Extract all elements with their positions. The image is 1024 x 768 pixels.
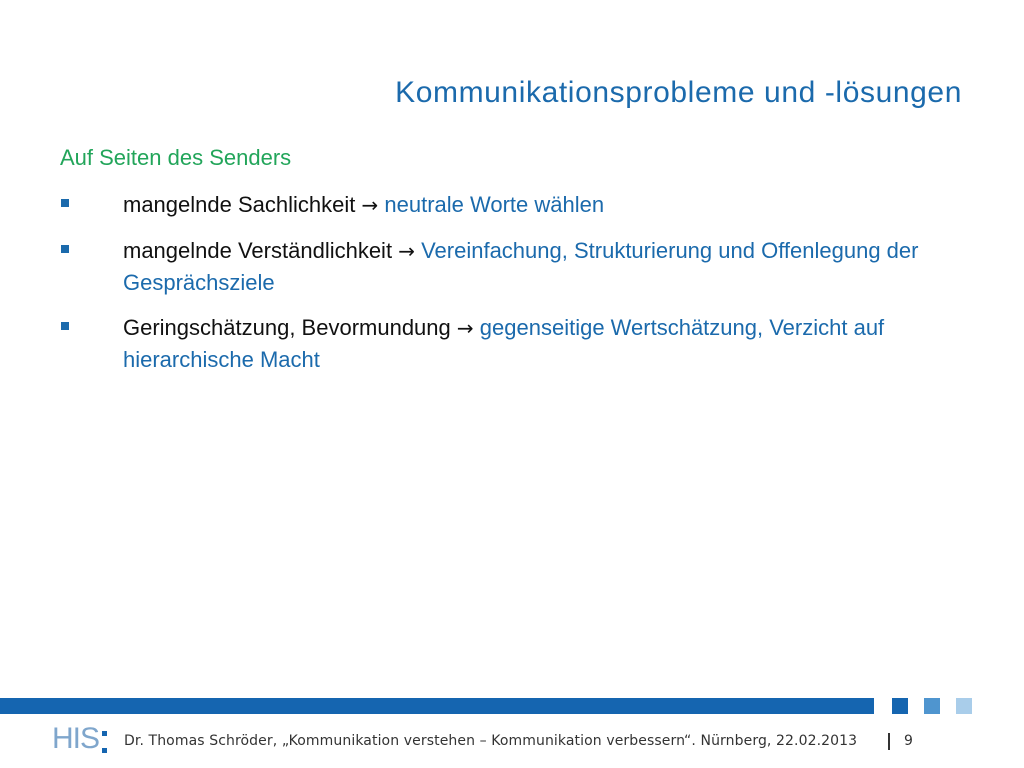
slide-title: Kommunikationsprobleme und -lösungen [395, 76, 962, 109]
square-bullet-icon [61, 245, 69, 253]
right-arrow-icon: → [398, 239, 415, 263]
bullet-item [60, 312, 960, 375]
square-bullet-icon [61, 199, 69, 207]
solution-text: gegenseitige Wertschätzung, Verzicht auf hierarchische Macht [123, 315, 885, 372]
footer-square-light [956, 698, 972, 714]
footer-separator [888, 733, 890, 750]
bullet-list [60, 189, 960, 389]
footer-text: Dr. Thomas Schröder, „Kommunikation verstehen – Kommunikation verbessern“. Nürnberg, 22.02.2013 [124, 733, 858, 749]
problem-text: mangelnde Sachlichkeit [123, 192, 356, 217]
right-arrow-icon: → [361, 193, 379, 217]
footer-square-mid [924, 698, 940, 714]
logo-dot [102, 731, 107, 736]
logo-dots-icon [102, 731, 107, 753]
footer-square-dark [892, 698, 908, 714]
problem-text: mangelnde Verständlichkeit [123, 238, 393, 263]
section-heading: Auf Seiten des Senders [60, 145, 292, 170]
square-bullet-icon [61, 322, 69, 330]
bullet-item [60, 189, 960, 221]
solution-text: Vereinfachung, Strukturierung und Offenlegung der Gesprächsziele [123, 238, 919, 295]
footer-bar [0, 698, 874, 714]
logo-dot [102, 748, 107, 753]
right-arrow-icon: → [456, 316, 474, 340]
problem-text: Geringschätzung, Bevormundung [123, 315, 451, 340]
page-number: 9 [904, 733, 913, 749]
his-logo [52, 722, 107, 756]
logo-text: HIS [52, 722, 100, 755]
solution-text: neutrale Worte wählen [384, 192, 605, 217]
bullet-item [60, 235, 960, 298]
